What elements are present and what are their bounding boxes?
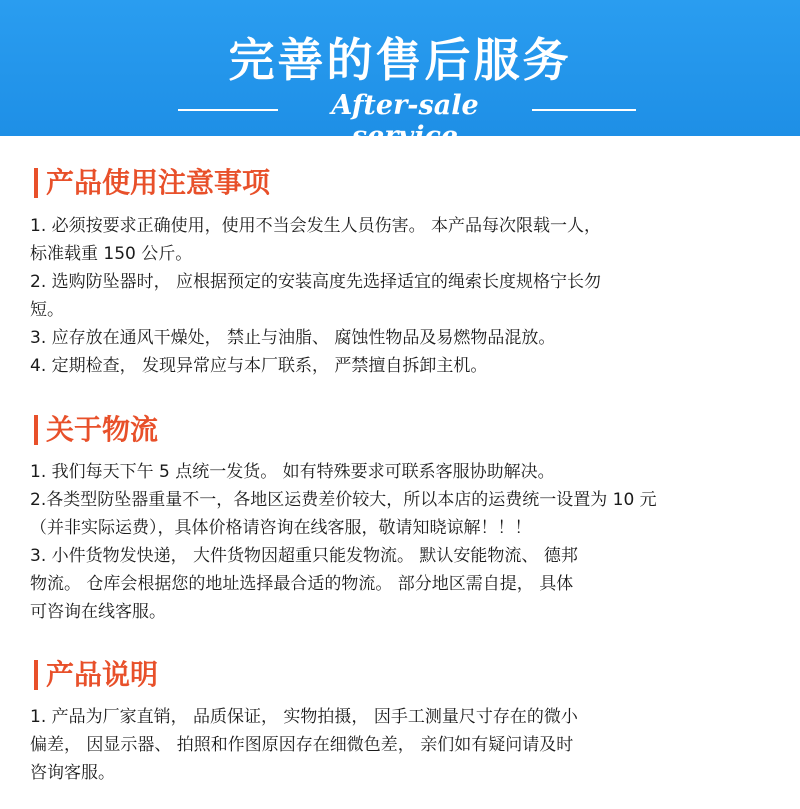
section-body-product: [30, 703, 710, 787]
banner-title: 完善的售后服务: [228, 33, 572, 87]
section-marker: [34, 168, 38, 198]
section-title: 产品说明: [46, 658, 159, 691]
section-body-logistics: [30, 458, 710, 626]
text-line: 咨询客服。: [30, 763, 115, 783]
text-line: 4. 定期检查， 发现异常应与本厂联系， 严禁擅自拆卸主机。: [30, 356, 488, 376]
text-line: 2.各类型防坠器重量不一，各地区运费差价较大，所以本店的运费统一设置为 10 元: [30, 490, 657, 510]
section-marker: [34, 660, 38, 690]
banner-divider-left: [178, 109, 278, 111]
banner-subtitle: After-sale service: [331, 90, 479, 152]
section-title: 产品使用注意事项: [46, 166, 271, 199]
banner-subtitle-row: [0, 90, 800, 152]
text-line: 2. 选购防坠器时， 应根据预定的安装高度先选择适宜的绳索长度规格宁长勿: [30, 272, 602, 292]
text-line: 物流。 仓库会根据您的地址选择最合适的物流。 部分地区需自提， 具体: [30, 574, 574, 594]
text-line: （并非实际运费），具体价格请咨询在线客服，敬请知晓谅解！！！: [30, 518, 532, 538]
section-marker: [34, 415, 38, 445]
text-line: 标准载重 150 公斤。: [30, 244, 193, 264]
text-line: 1. 产品为厂家直销， 品质保证， 实物拍摄， 因手工测量尺寸存在的微小: [30, 707, 578, 727]
text-line: 1. 我们每天下午 5 点统一发货。 如有特殊要求可联系客服协助解决。: [30, 462, 555, 482]
text-line: 3. 小件货物发快递， 大件货物因超重只能发物流。 默认安能物流、 德邦: [30, 546, 578, 566]
text-line: 1. 必须按要求正确使用，使用不当会发生人员伤害。 本产品每次限载一人，: [30, 216, 602, 236]
section-title: 关于物流: [46, 413, 159, 446]
banner-divider-right: [532, 109, 636, 111]
text-line: 短。: [30, 300, 64, 320]
header-banner: [0, 0, 800, 152]
text-line: 可咨询在线客服。: [30, 602, 166, 622]
text-line: 偏差， 因显示器、 拍照和作图原因存在细微色差， 亲们如有疑问请及时: [30, 735, 574, 755]
text-line: 3. 应存放在通风干燥处， 禁止与油脂、 腐蚀性物品及易燃物品混放。: [30, 328, 556, 348]
section-body-usage: [30, 212, 710, 380]
